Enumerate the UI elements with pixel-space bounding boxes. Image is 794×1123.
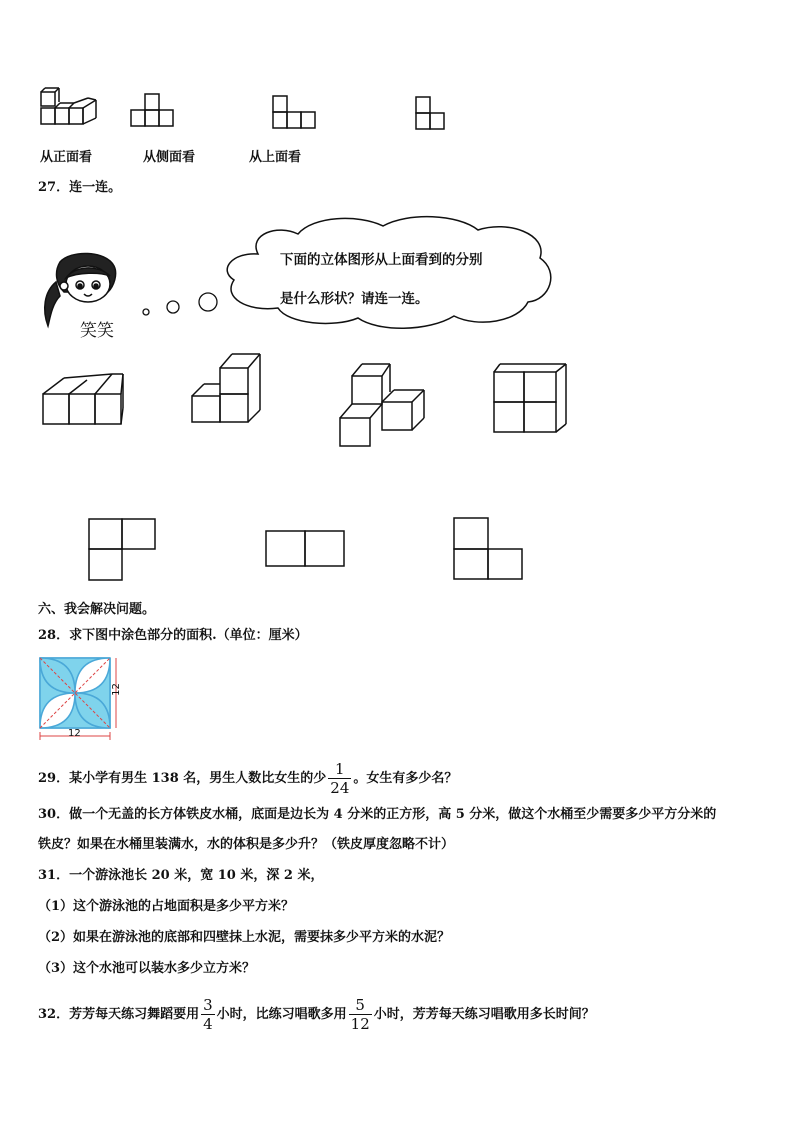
top-view-figure xyxy=(272,95,318,129)
shaded-area-figure xyxy=(38,656,138,744)
q29-question xyxy=(38,760,457,797)
q32-question xyxy=(38,996,595,1033)
q32-fraction-1-numerator: 3 xyxy=(203,996,213,1014)
solid-figure-4 xyxy=(492,362,570,434)
shape-option-2[interactable] xyxy=(265,530,347,568)
section-6-title: 六、我会解决问题。 xyxy=(38,602,156,617)
q30-line-2: 铁皮？如果在水桶里装满水，水的体积是多少升？（铁皮厚度忽略不计） xyxy=(38,837,455,852)
q29-fraction xyxy=(328,760,351,797)
q28-text: 28．求下图中涂色部分的面积.（单位：厘米） xyxy=(38,628,308,643)
solid-figure-2 xyxy=(188,352,264,426)
side-view-figure xyxy=(130,93,176,127)
q32-fraction-1 xyxy=(201,996,215,1033)
q29-text-after: 。女生有多少名？ xyxy=(353,771,458,786)
q32-fraction-2 xyxy=(349,996,372,1033)
character-name-label: 笑笑 xyxy=(80,321,114,341)
solid-figure-top-left xyxy=(40,86,100,130)
q31-title: 31．一个游泳池长 20 米，宽 10 米，深 2 米， xyxy=(38,868,324,883)
q32-text-part-3: 小时，芳芳每天练习唱歌用多长时间？ xyxy=(373,1007,595,1022)
bubble-text-line-1: 下面的立体图形从上面看到的分别 xyxy=(280,252,483,268)
q32-text-part-1: 32．芳芳每天练习舞蹈要用 xyxy=(38,1007,200,1022)
solid-figure-1 xyxy=(42,372,126,428)
top-view-label: 从上面看 xyxy=(249,150,302,165)
q32-text-part-2: 小时，比练习唱歌多用 xyxy=(216,1007,347,1022)
q32-fraction-2-numerator: 5 xyxy=(349,996,372,1015)
q32-fraction-2-denominator: 12 xyxy=(350,1015,370,1033)
bottom-length-label: 12 xyxy=(68,728,81,739)
thought-dots xyxy=(140,292,220,318)
q29-fraction-numerator: 1 xyxy=(328,760,351,779)
bubble-text-line-2: 是什么形状？请连一连。 xyxy=(280,291,429,307)
q31-sub-3: （3）这个水池可以装水多少立方米？ xyxy=(38,961,256,976)
shape-option-3[interactable] xyxy=(453,517,525,581)
q32-fraction-1-denominator: 4 xyxy=(203,1015,213,1033)
solid-figure-3 xyxy=(338,362,430,448)
q29-fraction-denominator: 24 xyxy=(330,779,350,797)
q31-sub-1: （1）这个游泳池的占地面积是多少平方米？ xyxy=(38,899,295,914)
speech-cloud xyxy=(218,214,558,332)
q29-text-before: 29．某小学有男生 138 名，男生人数比女生的少 xyxy=(38,771,327,786)
shape-option-1[interactable] xyxy=(88,518,158,582)
extra-view-figure xyxy=(415,96,447,132)
q30-line-1: 30．做一个无盖的长方体铁皮水桶，底面是边长为 4 分米的正方形，高 5 分米，做这个水桶至少需要多少平方分米的 xyxy=(38,807,717,822)
front-view-label: 从正面看 xyxy=(40,150,93,165)
side-view-label: 从侧面看 xyxy=(143,150,196,165)
side-length-label: 12 xyxy=(110,683,122,696)
q27-title: 27．连一连。 xyxy=(38,180,122,195)
q31-sub-2: （2）如果在游泳池的底部和四壁抹上水泥，需要抹多少平方米的水泥？ xyxy=(38,930,451,945)
